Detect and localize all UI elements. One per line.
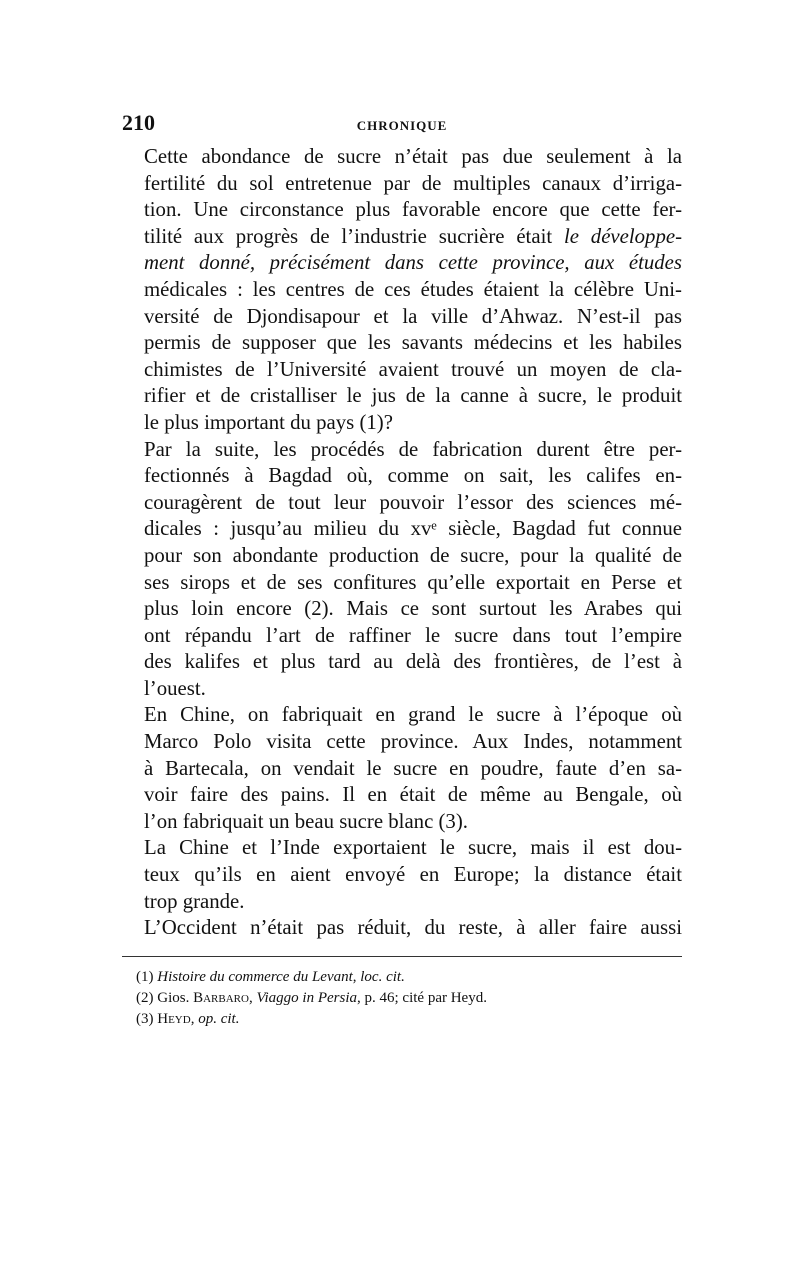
footnote-text: , p. 46; cité par Heyd. [357,989,487,1006]
paragraph-2 [122,437,682,703]
footnotes [122,967,682,1030]
running-title: CHRONIQUE [356,118,448,133]
text-line-italic: le développe- [563,224,683,248]
text-line: ses sirops et de ses confitures qu’elle exportait en Perse et [144,570,682,594]
text-line: Marco Polo visita cette province. Aux Indes, notamment [144,730,682,754]
text-line: L’Occident n’était pas réduit, du reste, à aller faire aussi [144,916,682,940]
footnote-text: , [248,989,257,1006]
text-line-italic: ment donné, précisément dans cette province, aux études [144,251,682,275]
footnote-italic: Viaggo in Persia [256,989,357,1006]
text-line: l’on fabriquait un beau sucre blanc (3). [144,809,468,833]
page-number: 210 [122,110,155,135]
text-line: médicales : les centres de ces études étaient la célèbre Uni- [144,277,682,301]
footnote-italic: op. cit. [198,1010,240,1027]
footnote-mark: (1) [136,968,154,985]
running-head [122,110,682,144]
text-line: fectionnés à Bagdad où, comme on sait, les califes en- [144,464,682,488]
footnote-mark: (2) [136,989,154,1006]
text-line: le plus important du pays (1)? [144,410,393,434]
footnote-3 [136,1009,682,1030]
footnote-rule [122,956,682,957]
text-line: Cette abondance de sucre n’était pas due seulement à la [144,145,682,168]
paragraph-1 [122,144,682,437]
footnote-italic: loc. cit. [360,968,405,985]
text-line: ont répandu l’art de raffiner le sucre dans tout l’empire [144,623,682,647]
text-line: dicales : jusqu’au milieu du xvᵉ siècle, Bagdad fut connue [144,517,682,541]
text-line: versité de Djondisapour et la ville d’Ahwaz. N’est-il pas [144,304,682,328]
text-line: teux qu’ils en aient envoyé en Europe; la distance était [144,863,682,887]
text-line: rifier et de cristalliser le jus de la canne à sucre, le produit [144,384,682,408]
text-line: trop grande. [144,889,245,913]
paragraph-3 [122,702,682,835]
text-line [122,224,682,251]
text-line: voir faire des pains. Il en était de même au Bengale, où [144,783,682,807]
paragraph-4 [122,835,682,915]
footnote-mark: (3) [136,1010,154,1027]
text-line: Par la suite, les procédés de fabrication durent être per- [144,437,682,461]
footnote-italic: Histoire du commerce du Levant [157,968,353,985]
text-line: pour son abondante production de sucre, pour la qualité de [144,543,682,567]
text-line: plus loin encore (2). Mais ce sont surtout les Arabes qui [144,597,682,621]
paragraph-5 [122,915,682,942]
text-line: tion. Une circonstance plus favorable encore que cette fer- [144,198,682,222]
text-line: fertilité du sol entretenue par de multiples canaux d’irriga- [144,171,682,195]
footnote-text: , [352,968,361,985]
text-line-roman: tilité aux progrès de l’industrie sucrière était [144,224,553,248]
text-line [122,250,682,277]
text-line: En Chine, on fabriquait en grand le sucre à l’époque où [144,703,682,727]
text-line: La Chine et l’Inde exportaient le sucre, mais il est dou- [144,836,682,860]
book-page [122,110,682,1030]
text-line: des kalifes et plus tard au delà des frontières, de l’est à [144,650,682,674]
text-line: à Bartecala, on vendait le sucre en poudre, faute d’en sa- [144,756,682,780]
footnote-text: , [190,1010,199,1027]
footnote-author: Heyd [157,1010,191,1027]
footnote-text: Gios. [157,989,194,1006]
footnote-2 [136,988,682,1009]
text-line: couragèrent de tout leur pouvoir l’essor des sciences mé- [144,490,682,514]
body-text [122,144,682,942]
footnote-1 [136,967,682,988]
text-line: permis de supposer que les savants médecins et les habiles [144,331,682,355]
footnote-author: Barbaro [193,989,249,1006]
text-line: chimistes de l’Université avaient trouvé un moyen de cla- [144,357,682,381]
text-line: l’ouest. [144,676,206,700]
